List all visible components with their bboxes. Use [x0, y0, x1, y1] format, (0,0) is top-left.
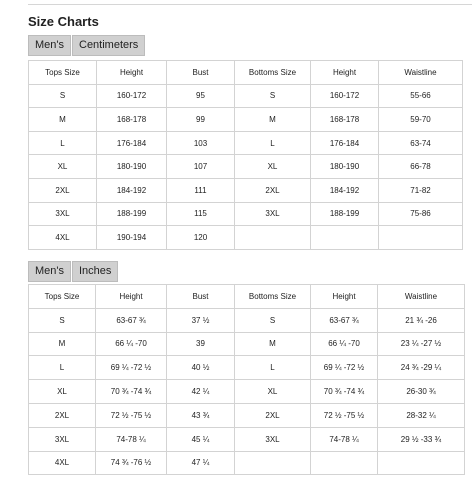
table-row — [29, 202, 463, 226]
table-row — [29, 403, 465, 427]
height-cell — [311, 451, 378, 475]
height-cell: 74-78 ¼ — [311, 427, 378, 451]
height-cell: 160-172 — [97, 84, 167, 108]
header-bottoms-size: Bottoms Size — [235, 61, 311, 85]
tops-size-cell: 4XL — [29, 226, 97, 250]
bottoms-size-cell: S — [235, 84, 311, 108]
header-bottoms-size: Bottoms Size — [235, 285, 311, 309]
bust-cell: 39 — [167, 332, 235, 356]
top-divider — [28, 0, 472, 5]
bottoms-size-cell: S — [235, 308, 311, 332]
bust-cell: 99 — [167, 108, 235, 132]
bust-cell: 40 ½ — [167, 356, 235, 380]
bust-cell: 42 ¼ — [167, 380, 235, 404]
header-tops-size: Tops Size — [29, 285, 96, 309]
chart2-tabs — [28, 261, 119, 282]
height-cell: 66 ¼ -70 — [311, 332, 378, 356]
waistline-cell: 28-32 ¼ — [378, 403, 465, 427]
height-cell: 63-67 ¾ — [96, 308, 167, 332]
tops-size-cell: M — [29, 108, 97, 132]
height-cell: 176-184 — [97, 131, 167, 155]
bottoms-size-cell — [235, 226, 311, 250]
height-cell: 190-194 — [97, 226, 167, 250]
height-cell: 69 ¼ -72 ½ — [311, 356, 378, 380]
tops-size-cell: 4XL — [29, 451, 96, 475]
header-tops-size: Tops Size — [29, 61, 97, 85]
header-height: Height — [96, 285, 167, 309]
waistline-cell — [378, 451, 465, 475]
tops-size-cell: 3XL — [29, 427, 96, 451]
height-cell: 66 ¼ -70 — [96, 332, 167, 356]
bottoms-size-cell: M — [235, 108, 311, 132]
size-table-centimeters — [28, 60, 463, 250]
waistline-cell: 63-74 — [379, 131, 463, 155]
table-row — [29, 108, 463, 132]
waistline-cell: 21 ¾ -26 — [378, 308, 465, 332]
table-row — [29, 427, 465, 451]
height-cell: 168-178 — [311, 108, 379, 132]
height-cell: 74-78 ¼ — [96, 427, 167, 451]
waistline-cell: 23 ¼ -27 ½ — [378, 332, 465, 356]
table-row — [29, 226, 463, 250]
height-cell: 176-184 — [311, 131, 379, 155]
bottoms-size-cell: L — [235, 356, 311, 380]
header-bust: Bust — [167, 61, 235, 85]
height-cell: 69 ¼ -72 ½ — [96, 356, 167, 380]
bottoms-size-cell: L — [235, 131, 311, 155]
tab-mens[interactable]: Men's — [28, 35, 71, 56]
height-cell: 70 ¾ -74 ¾ — [311, 380, 378, 404]
bottoms-size-cell: XL — [235, 155, 311, 179]
table-row — [29, 356, 465, 380]
waistline-cell: 26-30 ¾ — [378, 380, 465, 404]
height-cell: 180-190 — [97, 155, 167, 179]
table-row — [29, 332, 465, 356]
size-table-inches — [28, 284, 465, 475]
waistline-cell: 75-86 — [379, 202, 463, 226]
bust-cell: 103 — [167, 131, 235, 155]
tops-size-cell: 2XL — [29, 403, 96, 427]
bottoms-size-cell: 2XL — [235, 178, 311, 202]
bottoms-size-cell — [235, 451, 311, 475]
bottoms-size-cell: 3XL — [235, 427, 311, 451]
bottoms-size-cell: XL — [235, 380, 311, 404]
tops-size-cell: L — [29, 356, 96, 380]
bust-cell: 111 — [167, 178, 235, 202]
bust-cell: 43 ¾ — [167, 403, 235, 427]
tops-size-cell: 2XL — [29, 178, 97, 202]
bottoms-size-cell: 3XL — [235, 202, 311, 226]
bust-cell: 115 — [167, 202, 235, 226]
header-height: Height — [97, 61, 167, 85]
tops-size-cell: L — [29, 131, 97, 155]
bust-cell: 47 ¼ — [167, 451, 235, 475]
page-title: Size Charts — [28, 14, 99, 29]
bust-cell: 45 ¼ — [167, 427, 235, 451]
header-height: Height — [311, 61, 379, 85]
tops-size-cell: 3XL — [29, 202, 97, 226]
tab-centimeters[interactable]: Centimeters — [72, 35, 145, 56]
bust-cell: 95 — [167, 84, 235, 108]
waistline-cell: 29 ½ -33 ¾ — [378, 427, 465, 451]
table-row — [29, 380, 465, 404]
table-body — [29, 84, 463, 249]
header-height: Height — [311, 285, 378, 309]
waistline-cell: 55-66 — [379, 84, 463, 108]
tops-size-cell: S — [29, 308, 96, 332]
waistline-cell: 24 ¾ -29 ¼ — [378, 356, 465, 380]
bust-cell: 120 — [167, 226, 235, 250]
height-cell: 160-172 — [311, 84, 379, 108]
tops-size-cell: XL — [29, 155, 97, 179]
table-header-row — [29, 285, 465, 309]
height-cell: 188-199 — [311, 202, 379, 226]
height-cell — [311, 226, 379, 250]
table-header-row — [29, 61, 463, 85]
tops-size-cell: S — [29, 84, 97, 108]
bottoms-size-cell: 2XL — [235, 403, 311, 427]
chart1-tabs — [28, 35, 146, 56]
height-cell: 74 ¾ -76 ½ — [96, 451, 167, 475]
bust-cell: 37 ½ — [167, 308, 235, 332]
height-cell: 63-67 ¾ — [311, 308, 378, 332]
height-cell: 184-192 — [97, 178, 167, 202]
waistline-cell: 59-70 — [379, 108, 463, 132]
table-body — [29, 308, 465, 475]
tops-size-cell: XL — [29, 380, 96, 404]
height-cell: 70 ¾ -74 ¾ — [96, 380, 167, 404]
header-bust: Bust — [167, 285, 235, 309]
height-cell: 72 ½ -75 ½ — [311, 403, 378, 427]
height-cell: 72 ½ -75 ½ — [96, 403, 167, 427]
height-cell: 184-192 — [311, 178, 379, 202]
waistline-cell: 71-82 — [379, 178, 463, 202]
height-cell: 168-178 — [97, 108, 167, 132]
waistline-cell — [379, 226, 463, 250]
height-cell: 180-190 — [311, 155, 379, 179]
waistline-cell: 66-78 — [379, 155, 463, 179]
tab-inches[interactable]: Inches — [72, 261, 118, 282]
height-cell: 188-199 — [97, 202, 167, 226]
bottoms-size-cell: M — [235, 332, 311, 356]
tops-size-cell: M — [29, 332, 96, 356]
bust-cell: 107 — [167, 155, 235, 179]
table-row — [29, 308, 465, 332]
tab-mens[interactable]: Men's — [28, 261, 71, 282]
header-waistline: Waistline — [378, 285, 465, 309]
table-row — [29, 84, 463, 108]
table-row — [29, 131, 463, 155]
header-waistline: Waistline — [379, 61, 463, 85]
table-row — [29, 178, 463, 202]
table-row — [29, 155, 463, 179]
table-row — [29, 451, 465, 475]
